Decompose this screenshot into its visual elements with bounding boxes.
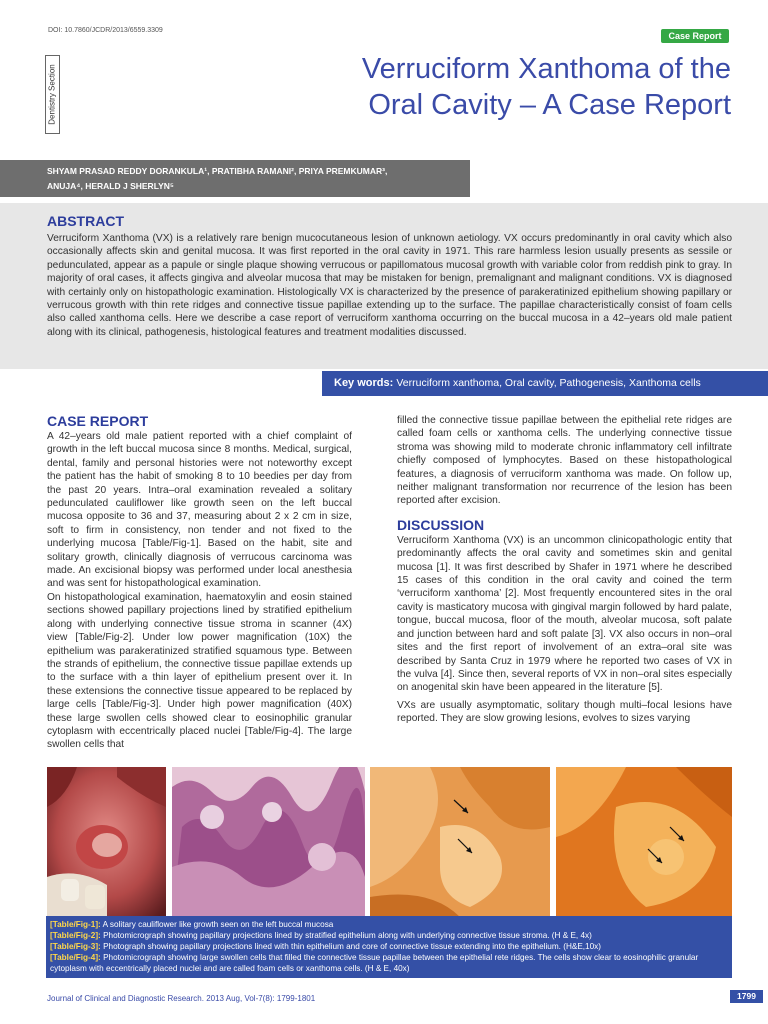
discussion-heading: DISCUSSION bbox=[397, 516, 485, 533]
keywords-value: Verruciform xanthoma, Oral cavity, Pathogenesis, Xanthoma cells bbox=[396, 377, 701, 389]
caption-text: A solitary cauliflower like growth seen on the left buccal mucosa bbox=[100, 920, 334, 929]
caption-label: [Table/Fig-2]: bbox=[50, 931, 101, 940]
right-column bbox=[397, 414, 732, 726]
caption-fig-1 bbox=[50, 919, 728, 930]
caption-text: Photomicrograph showing large swollen cells that filled the connective tissue papillae between the epithelial rete ridges. The cells show clear to eosinophilic granular cytoplasm with eccentrically placed nuclei and are called foam cells or xanthoma cells. (H & E, 40x) bbox=[50, 953, 699, 973]
paragraph: VXs are usually asymptomatic, solitary though multi–focal lesions have reported. They are slow growing lesions, evolves to sizes varying bbox=[397, 699, 732, 725]
histology-4x-image bbox=[172, 767, 365, 917]
case-report-body bbox=[47, 430, 352, 752]
abstract-text: Verruciform Xanthoma (VX) is a relatively rare benign mucocutaneous lesion of unknown aetiology. VX occurs predominantly in oral cavity which also occasionally affects skin and genital mucosa. It was first reported in the oral cavity in 1971. This rare harmless lesion usually presents as sessile or pedunculated, appear as a papule or single plaque showing verrucous or papillomatous mucosal growth with variable color from reddish pink to gray. In majority of oral cases, it affects gingiva and alveolar mucosa that may be mistaken for benign, premalignant and malignant conditions. VX is diagnosed with certainly only on histopathologic examination. Histologically VX is characterized by the presence of parakeratinized epithelium showing papillary or verrucous growth with thin rete ridges and connective tissue papillae extending up to the surface. The papillae characteristically consist of foam cells also called xanthoma cells. Here we describe a case report of verruciform xanthoma occurring on the buccal mucosa in a 42–years old male patient along with its clinical, pathogenesis, histological features and treatment modalities discussed. bbox=[47, 233, 732, 338]
discussion-body bbox=[397, 534, 732, 726]
journal-footer: Journal of Clinical and Diagnostic Research. 2013 Aug, Vol-7(8): 1799-1801 bbox=[47, 994, 316, 1003]
section-label bbox=[45, 55, 60, 134]
caption-text: Photomicrograph showing papillary projections lined by stratified epithelium along with underlying connective tissue stroma. (H & E, 4x) bbox=[100, 931, 592, 940]
paragraph: A 42–years old male patient reported with a chief complaint of growth in the left buccal mucosa since 8 months. Medical, surgical, dental, family and personal histories were not noteworthy except the patient has the habit of smoking 8 to 10 beedies per day from the past 20 years. Intra–oral examination revealed a solitary pedunculated cauliflower like growth seen on the left buccal mucosa opposite to 36 and 37, measuring about 2 x 2 cm in size, soft to firm in consistency, non tender and not fixed to the underlying mucosa [Table/Fig-1]. Based on the habit, site and solitary growth, clinically diagnosis of verrucous carcinoma was made. An excisional biopsy was performed under local anesthesia and was sent for histopathological examination. bbox=[47, 431, 352, 590]
doi: DOI: 10.7860/JCDR/2013/6559.3309 bbox=[48, 27, 163, 34]
caption-fig-3 bbox=[50, 941, 728, 952]
caption-fig-4 bbox=[50, 952, 728, 974]
authors-line-2: ANUJA⁴, HERALD J SHERLYN⁵ bbox=[47, 181, 174, 191]
caption-fig-2 bbox=[50, 930, 728, 941]
article-title bbox=[291, 51, 731, 123]
right-column-body bbox=[397, 414, 732, 508]
left-column bbox=[47, 413, 352, 752]
figure-4-histology-40x bbox=[556, 767, 732, 917]
authors-line-1: SHYAM PRASAD REDDY DORANKULA¹, PRATIBHA RAMANI², PRIYA PREMKUMAR³, bbox=[47, 166, 388, 176]
histology-40x-image bbox=[556, 767, 732, 917]
keywords-label: Key words: bbox=[334, 377, 394, 389]
figure-1-clinical-photo bbox=[47, 767, 166, 917]
keywords-bar bbox=[322, 371, 768, 396]
case-report-heading: CASE REPORT bbox=[47, 413, 149, 429]
paragraph: On histopathological examination, haematoxylin and eosin stained sections showed papillary projections lined by stratified epithelium along with underlying connective tissue stroma in scanner (4X) view [Table/Fig-2]. Under low power magnification (10X) the epithelium was parakeratinized stratified squamous type. Between the strands of epithelium, the connective tissue papillae extends up to the surface with a thin layer of epithelium present over it. In these extensions the connective tissue appeared to be replaced by large cells [Table/Fig-3]. Under high power magnification (40X) these large swollen cells showed clear to eosinophilic granular cytoplasm with eccentrically placed nuclei [Table/Fig-4]. The large swollen cells that bbox=[47, 591, 352, 751]
oral-photo-image bbox=[47, 767, 166, 917]
section-label-text: Dentistry Section bbox=[48, 64, 57, 125]
caption-label: [Table/Fig-3]: bbox=[50, 942, 101, 951]
figure-captions bbox=[46, 916, 732, 978]
paragraph: filled the connective tissue papillae between the epithelial rete ridges are called foam cells or xanthoma cells. The underlying connective tissue stroma was showing mild to moderate chronic inflammatory cell infiltrate chiefly composed of lymphocytes. Based on these histopathological features, a diagnosis of verruciform xanthoma was made. On follow up, neither malignant transformation nor recurrence of the lesion has been reported after excision. bbox=[397, 415, 732, 507]
title-line-1: Verruciform Xanthoma of the bbox=[361, 53, 731, 85]
title-line-2: Oral Cavity – A Case Report bbox=[368, 89, 731, 121]
abstract-heading: ABSTRACT bbox=[47, 213, 124, 229]
article-type-badge: Case Report bbox=[661, 29, 729, 43]
figure-2-histology-4x bbox=[172, 767, 365, 917]
page-number: 1799 bbox=[730, 990, 763, 1003]
caption-label: [Table/Fig-4]: bbox=[50, 953, 101, 962]
caption-label: [Table/Fig-1]: bbox=[50, 920, 101, 929]
histology-10x-image bbox=[370, 767, 550, 917]
paragraph: Verruciform Xanthoma (VX) is an uncommon clinicopathologic entity that predominantly affects the oral cavity and sometimes skin and genital mucosa [1]. It was first described by Shafer in 1971 where he described 15 cases of this condition in the oral cavity and coined the term ‘verruciform xanthoma’ [2]. Most frequently encountered sites in the oral cavity is masticatory mucosa with gingival margin followed by hard palate, tongue, buccal mucosa, floor of the mouth, alveolar mucosa, soft palate and junction between hard and soft palate [3]. VX also occurs in non–oral sites and the first report of involvement of an extra–oral site was described by Santa Cruz in 1979 where he reported two cases of VX in the vulva [4]. Since then, several reports of VX in non–oral sites especially on anogenital skin have been appeared in the literature [5]. bbox=[397, 534, 732, 694]
caption-text: Photograph showing papillary projections lined with thin epithelium and core of connective tissue extending into the epithelium. (H&E,10x) bbox=[100, 942, 601, 951]
authors-bar bbox=[0, 160, 470, 197]
figure-3-histology-10x bbox=[370, 767, 550, 917]
